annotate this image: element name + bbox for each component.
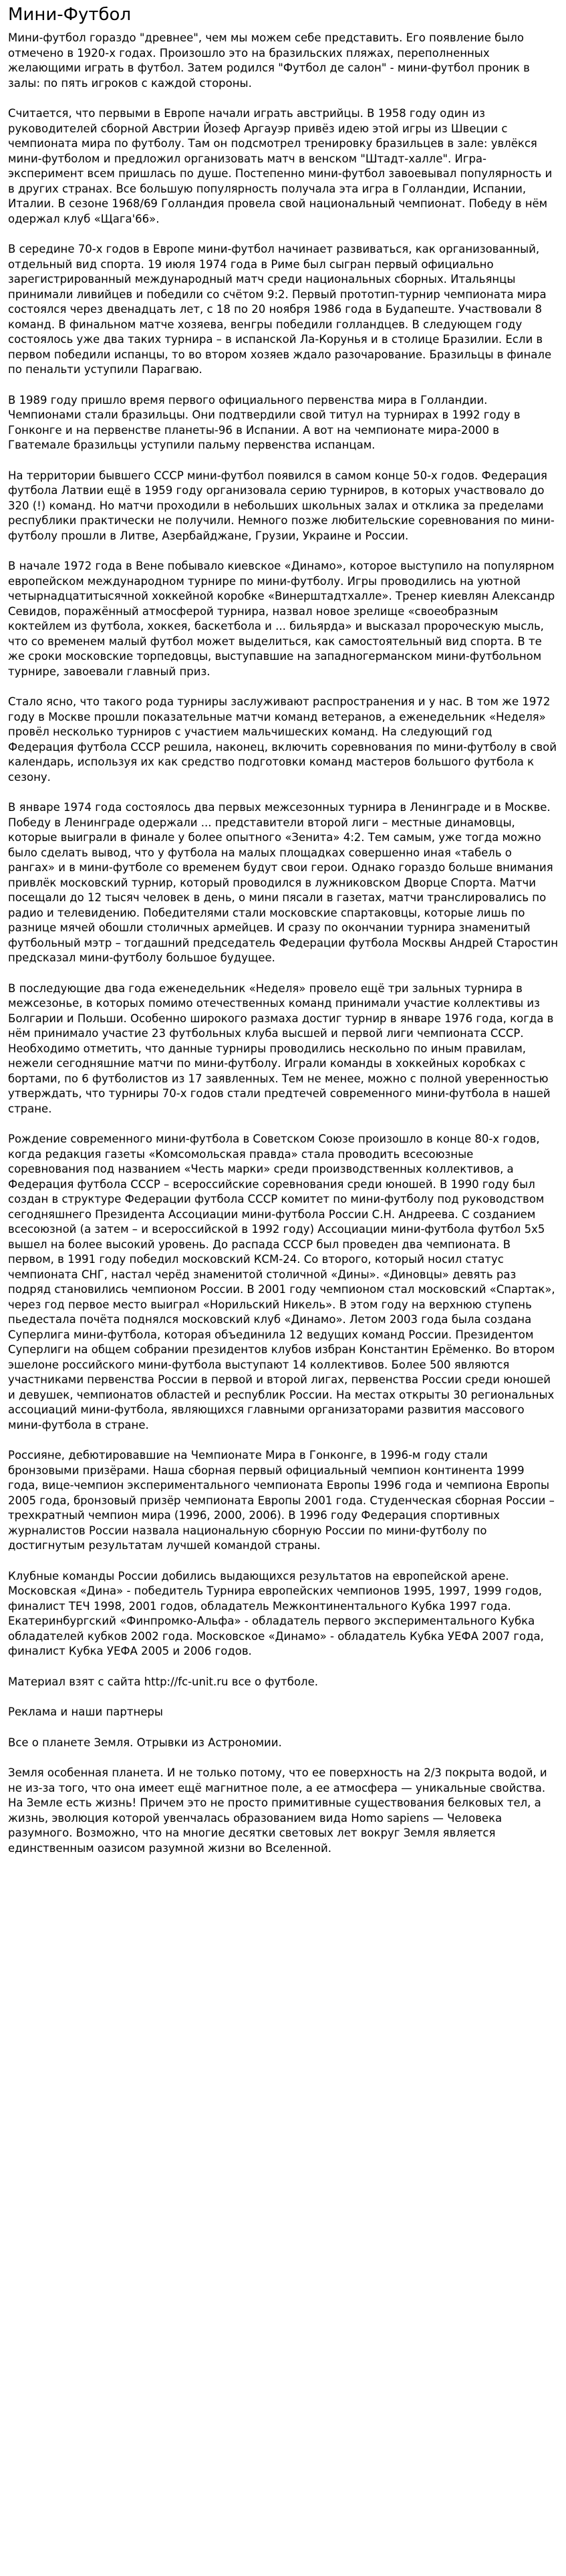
- article-paragraph: Клубные команды России добились выдающихся результатов на европейской арене. Московская «Дина» - победитель Турнира европейских чемпионов 1995, 1997, 1999 годов, финалист ТЕЧ 1998, 2001 годов, обладатель Межконтинентального Кубка 1997 года. Екатеринбургский «Финпромко-Альфа» - обладатель первого экспериментального Кубка обладателей кубков 2002 года. Московское «Динамо» - обладатель Кубка УЕФА 2007 года, финалист Кубка УЕФА 2005 и 2006 годов.: [8, 1569, 544, 1657]
- article-paragraph: Стало ясно, что такого рода турниры заслуживают распространения и у нас. В том же 1972 году в Москве прошли показательные матчи команд ветеранов, а еженедельник «Неделя» провёл несколько турниров с участием мальчишеских команд. На следующий год Федерация футбола СССР решила, наконец, включить соревнования по мини-футболу в свой календарь, используя их как средство подготовки команд мастеров большого футбола к сезону.: [8, 695, 557, 784]
- article-paragraph: В середине 70-х годов в Европе мини-футбол начинает развиваться, как организованный, отдельный вид спорта. 19 июля 1974 года в Риме был сыгран первый официально зарегистрированный международный матч среди национальных сборных. Итальянцы принимали ливийцев и победили со счётом 9:2. Первый прототип-турнир чемпионата мира состоялся через двенадцать лет, с 18 по 20 ноября 1986 года в Будапеште. Участвовали 8 команд. В финальном матче хозяева, венгры победили голландцев. В следующем году состоялось уже два таких турнира – в испанской Ла-Корунья и в столице Бразилии. Если в первом победили испанцы, то во втором хозяев ждало разочарование. Бразильцы в финале по пенальти уступили Парагваю.: [8, 243, 552, 376]
- article-paragraph: На территории бывшего СССР мини-футбол появился в самом конце 50-х годов. Федерация футбола Латвии ещё в 1959 году организовала серию турниров, в которых участвовало до 320 (!) команд. Но матчи проходили в небольших школьных залах и отклика за пределами республики практически не получили. Немного позже любительские соревнования по мини-футболу прошли в Литве, Азербайджане, Грузии, Украине и России.: [8, 469, 555, 542]
- article-paragraph: Считается, что первыми в Европе начали играть австрийцы. В 1958 году один из руководителей сборной Австрии Йозеф Аргауэр привёз идею этой игры из Швеции с чемпионата мира по футболу. Там он подсмотрел тренировку бразильцев в зале: увлёкся мини-футболом и предложил организовать матч в венском "Штадт-халле". Игра-эксперимент всем пришлась по душе. Постепенно мини-футбол завоевывал популярность и в других странах. Все большую популярность получала эта игра в Голландии, Испании, Италии. В сезоне 1968/69 Голландия провела свой национальный чемпионат. Победу в нём одержал клуб «Щага'66».: [8, 107, 553, 225]
- ads-partners-heading: Реклама и наши партнеры: [8, 1706, 163, 1718]
- article-paragraph: В начале 1972 года в Вене побывало киевское «Динамо», которое выступило на популярном европейском международном турнире по мини-футболу. Игры проводились на уютной четырнадцатитысячной хоккейной коробке «Винерштадтхалле». Тренер киевлян Александр Севидов, поражённый атмосферой турнира, назвал новое зрелище «своеобразным коктейлем из футбола, хоккея, баскетбола и ... бильярда» и высказал пророческую мысль, что со временем малый футбол может выделиться, как самостоятельный вид спорта. В те же сроки московские торпедовцы, выступавшие на западногерманском мини-футбольном турнире, завоевали главный приз.: [8, 560, 555, 678]
- article-paragraph: В январе 1974 года состоялось два первых межсезонных турнира в Ленинграде и в Москве. Победу в Ленинграде одержали ... представители второй лиги – местные динамовцы, которые выиграли в финале у более опытного «Зенита» 4:2. Тем самым, уже тогда можно было сделать вывод, что у футбола на малых площадках совершенно иная «табель о рангах» и в мини-футболе со временем будут свои герои. Однако гораздо больше внимания привлёк московский турнир, который проводился в лужниковском Дворце Спорта. Матчи посещали до 12 тысяч человек в день, о мини пясали в газетах, матчи транслировались по радио и телевидению. Победителями стали московские спартаковцы, которые лишь по разнице мячей обошли столичных армейцев. И сразу по окончании турнира знаменитый футбольный мэтр – тогдашний председатель Федерации футбола Москвы Андрей Старостин предсказал мини-футболу большое будущее.: [8, 801, 558, 964]
- page-title: Мини-Футбол: [8, 5, 132, 25]
- article-paragraph: В последующие два года еженедельник «Неделя» провело ещё три зальных турнира в межсезонье, в которых помимо отечественных команд принимали участие коллективы из Болгарии и Польши. Особенно широкого размаха достиг турнир в январе 1976 года, когда в нём принимало участие 23 футбольных клуба высшей и первой лиги чемпионата СССР. Необходимо отметить, что данные турниры проводились нескольно по иным правилам, нежели сегодняшние матчи по мини-футболу. Играли команды в хоккейных коробках с бортами, по 6 футболистов из 17 заявленных. Тем не менее, можно с полной уверенностью утверждать, что турниры 70-х годов стали предтечей современного мини-футбола в нашей стране.: [8, 981, 554, 1115]
- planet-earth-heading: Все о планете Земля. Отрывки из Астрономии.: [8, 1736, 282, 1749]
- article-paragraph: Рождение современного мини-футбола в Советском Союзе произошло в конце 80-х годов, когда редакция газеты «Комсомольская правда» стала проводить всесоюзные соревнования под названием «Честь марки» среди производственных коллективов, а Федерация футбола СССР – всероссийские соревнования среди юношей. В 1990 году был создан в структуре Федерации футбола СССР комитет по мини-футболу под руководством сегодняшнего Президента Ассоциации мини-футбола России С.Н. Андреева. С созданием всесоюзной (а затем – и всероссийской в 1992 году) Ассоциации мини-футбола футбол 5х5 вышел на более высокий уровень. До распада СССР был проведен два чемпионата. В первом, в 1991 году победил московский КСМ-24. Со второго, который носил статус чемпионата СНГ, настал черёд знаменитой столичной «Дины». «Диновцы» девять раз подряд становились чемпионом России. В 2001 году чемпионом стал московский «Спартак», через год первое место выиграл «Норильский Никель». В этом году на верхнюю ступень пьедестала почёта поднялся московский клуб «Динамо». Летом 2003 года была создана Суперлига мини-футбола, которая объединила 12 ведущих команд России. Президентом Суперлиги на общем собрании президентов клубов избран Константин Ерёменко. Во втором эшелоне российского мини-футбола выступают 14 коллективов. Более 500 являются участниками первенства России в первой и второй лигах, первенства России среди юношей и девушек, чемпионатов областей и республик России. На местах открыты 30 региональных ассоциаций мини-футбола, являющихся главными организаторами развития массового мини-футбола в стране.: [8, 1133, 555, 1431]
- article-paragraph: Россияне, дебютировавшие на Чемпионате Мира в Гонконге, в 1996-м году стали бронзовыми призёрами. Наша сборная первый официальный чемпион континента 1999 года, вице-чемпион экспериментального чемпионата Европы 1996 года и чемпиона Европы 2005 года, бронзовый призёр чемпионата Европы 2001 года. Студенческая сборная России – трехкратный чемпион мира (1996, 2000, 2006). В 1996 году Федерация спортивных журналистов России назвала национальную сборную России по мини-футболу по достигнутым результатам лучшей командой страны.: [8, 1449, 555, 1552]
- article-paragraph: Мини-футбол гораздо "древнее", чем мы можем себе представить. Его появление было отмечено в 1920-х годах. Произошло это на бразильских пляжах, переполненных желающими играть в футбол. Затем родился "Футбол де салон" - мини-футбол проник в залы: по пять игроков с каждой стороны.: [8, 31, 530, 90]
- source-note: Материал взят с сайта http://fc-unit.ru все о футболе.: [8, 1675, 318, 1688]
- article-paragraph: Земля особенная планета. И не только потому, что ее поверхность на 2/3 покрыта водой, и не из-за того, что она имеет ещё магнитное поле, а ее атмосфера — уникальные свойства. На Земле есть жизнь! Причем это не просто примитивные существования белковых тел, а жизнь, эволюция которой увенчалась образованием вида Homo sapiens — Человека разумного. Возможно, что на многие десятки световых лет вокруг Земля является единственным оазисом разумной жизни во Вселенной.: [8, 1766, 547, 1855]
- article-paragraph: В 1989 году пришло время первого официального первенства мира в Голландии. Чемпионами стали бразильцы. Они подтвердили свой титул на турнирах в 1992 году в Гонконге и на первенстве планеты-96 в Испании. А вот на чемпионате мира-2000 в Гватемале бразильцы уступили пальму первенства испанцам.: [8, 393, 521, 451]
